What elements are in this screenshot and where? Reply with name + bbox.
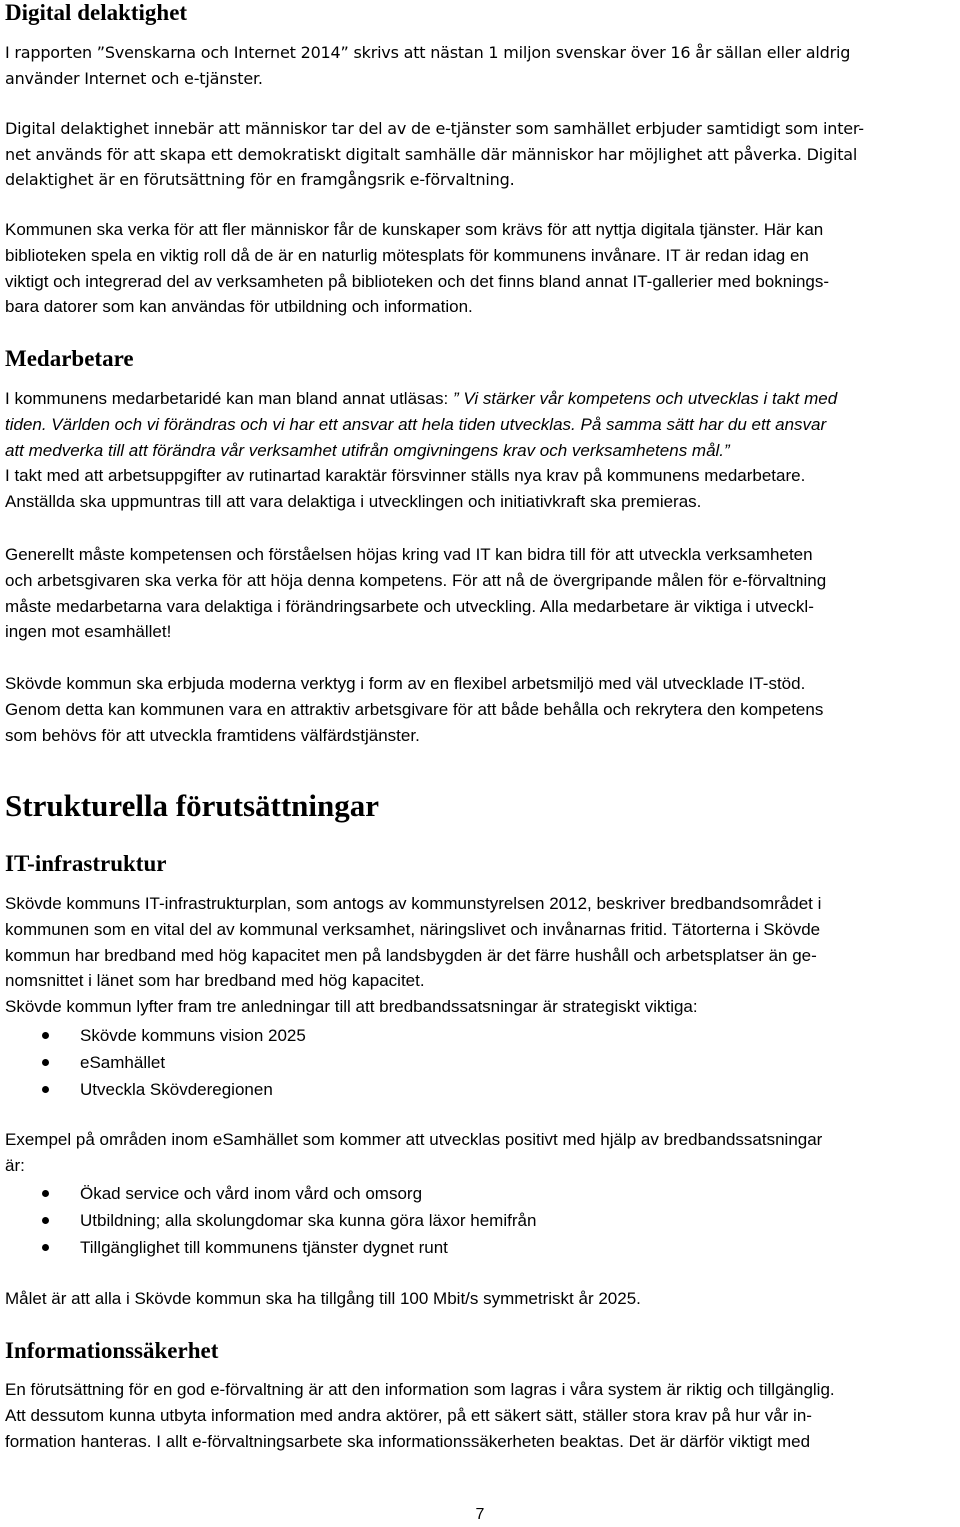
text-line: nomsnittet i länet som har bredband med hög kapacitet. <box>5 971 425 991</box>
text-line: som behövs för att utveckla framtidens välfärdstjänster. <box>5 725 420 745</box>
quote-italic: ” Vi stärker vår kompetens och utvecklas i takt med <box>452 389 838 408</box>
text-line: I rapporten ”Svenskarna och Internet 2014” skrivs att nästan 1 miljon svenskar över 16 år sällan eller aldrig <box>5 43 851 62</box>
list-item: Utveckla Skövderegionen <box>5 1076 306 1103</box>
text-line: Skövde kommun ska erbjuda moderna verktyg i form av en flexibel arbetsmiljö med väl utvecklade IT-stöd. <box>5 674 806 693</box>
list-item: Tillgänglighet till kommunens tjänster dygnet runt <box>5 1234 536 1261</box>
text-line: Digital delaktighet innebär att människor tar del av de e-tjänster som samhället erbjuder samtidigt som inter- <box>5 119 864 138</box>
paragraph-medarbetare-1 <box>5 386 957 515</box>
text-line: viktigt och integrerad del av verksamheten på biblioteken och det finns bland annat IT-gallerier med boknings- <box>5 271 830 291</box>
text-line: kommun har bredband med hög kapacitet men på landsbygden är det färre hushåll och arbetsplatser än ge- <box>5 945 817 965</box>
text-line: måste medarbetarna vara delaktiga i förändringsarbete och utveckling. Alla medarbetare är viktiga i utveckl- <box>5 596 814 616</box>
quote-line: att medverka till att förändra vår verksamhet utifrån omgivningens krav och verksamhetens mål.” <box>5 440 730 460</box>
paragraph-it-2 <box>5 1127 957 1179</box>
text-line: Genom detta kan kommunen vara en attraktiv arbetsgivare för att både behålla och rekrytera den kompetens <box>5 699 824 719</box>
text-line: Generellt måste kompetensen och förståelsen höjas kring vad IT kan bidra till för att utveckla verksamheten <box>5 545 813 564</box>
list-item: eSamhället <box>5 1049 306 1076</box>
heading-it-infrastruktur: IT-infrastruktur <box>5 851 167 876</box>
paragraph-it-1 <box>5 891 957 1020</box>
paragraph-digital-2 <box>5 116 957 193</box>
text-line: använder Internet och e-tjänster. <box>5 68 263 88</box>
paragraph-digital-3 <box>5 217 957 320</box>
text-line: net används för att skapa ett demokratiskt digitalt samhälle där människor har möjlighet att påverka. Digital <box>5 144 858 164</box>
text-line: Exempel på områden inom eSamhället som kommer att utvecklas positivt med hjälp av bredbandssatsningar <box>5 1130 823 1149</box>
paragraph-it-3 <box>5 1286 957 1312</box>
paragraph-medarbetare-2 <box>5 542 957 645</box>
text-line <box>5 386 957 412</box>
quote-line: tiden. Världen och vi förändras och vi har ett ansvar att hela tiden utvecklas. På samma sätt har du ett ansvar <box>5 414 827 434</box>
text-line: formation hanteras. I allt e-förvaltningsarbete ska informationssäkerheten beaktas. Det är därför viktigt med <box>5 1431 811 1451</box>
text-line: Att dessutom kunna utbyta information med andra aktörer, på ett säkert sätt, ställer stora krav på hur vår in- <box>5 1405 812 1425</box>
text-line: Kommunen ska verka för att fler människor får de kunskaper som krävs för att nyttja digitala tjänster. Här kan <box>5 220 824 239</box>
text-line: ingen mot esamhället! <box>5 622 172 642</box>
list-item: Skövde kommuns vision 2025 <box>5 1022 306 1049</box>
text-line: delaktighet är en förutsättning för en framgångsrik e-förvaltning. <box>5 170 515 189</box>
text-line: Målet är att alla i Skövde kommun ska ha tillgång till 100 Mbit/s symmetriskt år 2025. <box>5 1289 641 1308</box>
list-item: Utbildning; alla skolungdomar ska kunna göra läxor hemifrån <box>5 1207 536 1234</box>
text-line: Anställda ska uppmuntras till att vara delaktiga i utvecklingen och initiativkraft ska premieras. <box>5 492 702 512</box>
text-line: bara datorer som kan användas för utbildning och information. <box>5 297 473 317</box>
page-number: 7 <box>475 1506 485 1523</box>
text-line: Skövde kommuns IT-infrastrukturplan, som antogs av kommunstyrelsen 2012, beskriver bredbandsområdet i <box>5 894 822 913</box>
text-line: är: <box>5 1155 25 1175</box>
paragraph-digital-1 <box>5 40 957 91</box>
heading-digital-delaktighet: Digital delaktighet <box>5 0 188 25</box>
text-line: En förutsättning för en god e-förvaltning är att den information som lagras i våra system är riktig och tillgänglig. <box>5 1380 835 1399</box>
text-line: och arbetsgivaren ska verka för att höja denna kompetens. För att nå de övergripande målen för e-förvaltning <box>5 570 827 590</box>
bullet-list-examples <box>5 1180 536 1261</box>
heading-strukturella-forutsattningar: Strukturella förutsättningar <box>5 788 380 823</box>
text-normal: I kommunens medarbetaridé kan man bland annat utläsas: <box>5 389 453 408</box>
text-line: I takt med att arbetsuppgifter av rutinartad karaktär försvinner ställs nya krav på kommunens medarbetare. <box>5 466 806 486</box>
text-line: kommunen som en vital del av kommunal verksamhet, näringslivet och invånarnas fritid. Tätorterna i Skövde <box>5 919 821 939</box>
list-item: Ökad service och vård inom vård och omsorg <box>5 1180 536 1207</box>
text-line: Skövde kommun lyfter fram tre anledningar till att bredbandssatsningar är strategiskt viktiga: <box>5 997 698 1017</box>
paragraph-medarbetare-3 <box>5 671 957 748</box>
heading-medarbetare: Medarbetare <box>5 346 134 371</box>
bullet-list-reasons <box>5 1022 306 1103</box>
heading-informationssakerhet: Informationssäkerhet <box>5 1338 219 1363</box>
text-line: biblioteken spela en viktig roll då de är en naturlig mötesplats för kommunens invånare. IT är redan idag en <box>5 245 809 265</box>
paragraph-info-1 <box>5 1377 957 1454</box>
